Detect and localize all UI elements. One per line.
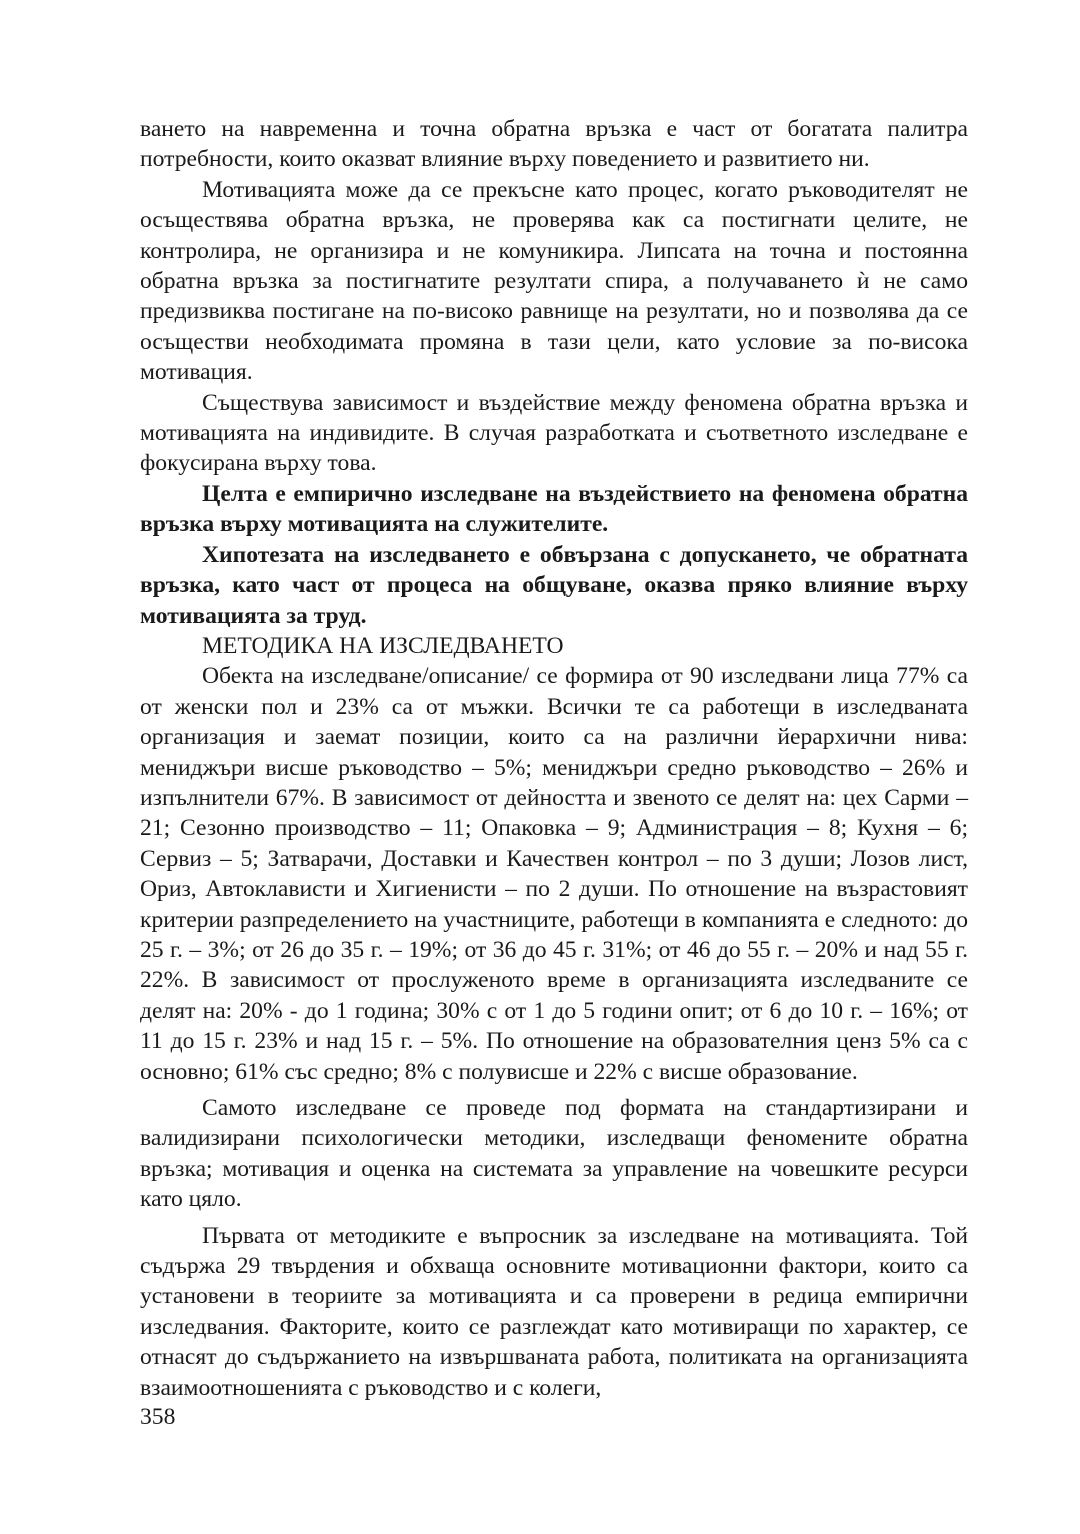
page-number: 358 [140, 1404, 176, 1430]
paragraph-first-method: Първата от методиките е въпросник за изследване на мотивацията. Той съдържа 29 твърдения и обхваща основните мотивационни фактори, които са установени в теориите за мотивацията и са проверени в редица емпирични изследвания. Факторите, които се разглеждат като мотивиращи по характер, се отнасят до съдържанието на извършваната работа, политиката на организацията взаимоотношенията с ръководство и с колеги, [140, 1222, 968, 1401]
section-heading-methodology: МЕТОДИКА НА ИЗСЛЕДВАНЕТО [202, 632, 564, 659]
paragraph-research-object: Обекта на изследване/описание/ се формира от 90 изследвани лица 77% са от женски пол и 23% са от мъжки. Всички те са работещи в изследваната организация и заемат позиции, които са на различни йерархични нива: мениджъри висше ръководство – 5%; мениджъри средно ръководство – 26% и изпълнители 67%. В зависимост от дейността и звеното се делят на: цех Сарми – 21; Сезонно производство – 11; Опаковка – 9; Администрация – 8; Кухня – 6; Сервиз – 5; Затварачи, Доставки и Качествен контрол – по 3 души; Лозов лист, Ориз, Автоклависти и Хигиенисти – по 2 души. По отношение на възрастовият критерии разпределението на участниците, работещи в компанията е следното: до 25 г. – 3%; от 26 до 35 г. – 19%; от 36 до 45 г. 31%; от 46 до 55 г. – 20% и над 55 г. 22%. В зависимост от прослуженото време в организацията изследваните се делят на: 20% - до 1 година; 30% с от 1 до 5 години опит; от 6 до 10 г. – 16%; от 11 до 15 г. 23% и над 15 г. – 5%. По отношение на образователния ценз 5% са с основно; 61% със средно; 8% с полувисше и 22% с висше образование. [140, 663, 968, 1085]
paragraph-motivation-interruption: Мотивацията може да се прекъсне като процес, когато ръководителят не осъществява обратна връзка, не проверява как са постигнати целите, не контролира, не организира и не комуникира. Липсата на точна и постоянна обратна връзка за постигнатите резултати спира, а получаването ѝ не само предизвиква постигане на по-високо равнище на резултати, но и позволява да се осъществи необходимата промяна в тази цели, като условие за по-висока мотивация. [140, 176, 968, 386]
paragraph-research-method: Самото изследване се проведе под формата на стандартизирани и валидизирани психологически методики, изследващи феномените обратна връзка; мотивация и оценка на системата за управление на човешките ресурси като цяло. [140, 1095, 968, 1213]
paragraph-research-goal: Целта е емпирично изследване на въздействието на феномена обратна връзка върху мотивацията на служителите. [140, 480, 968, 538]
paragraph-dependency: Съществува зависимост и въздействие между феномена обратна връзка и мотивацията на индивидите. В случая разработката и съответното изследване е фокусирана върху това. [140, 389, 968, 477]
page-body [140, 114, 968, 1403]
paragraph-hypothesis: Хипотезата на изследването е обвързана с допускането, че обратната връзка, като част от процеса на общуване, оказва пряко влияние върху мотивацията за труд. [140, 541, 968, 629]
paragraph-continuation: ването на навременна и точна обратна връзка е част от богатата палитра потребности, които оказват влияние върху поведението и развитието ни. [140, 116, 968, 173]
